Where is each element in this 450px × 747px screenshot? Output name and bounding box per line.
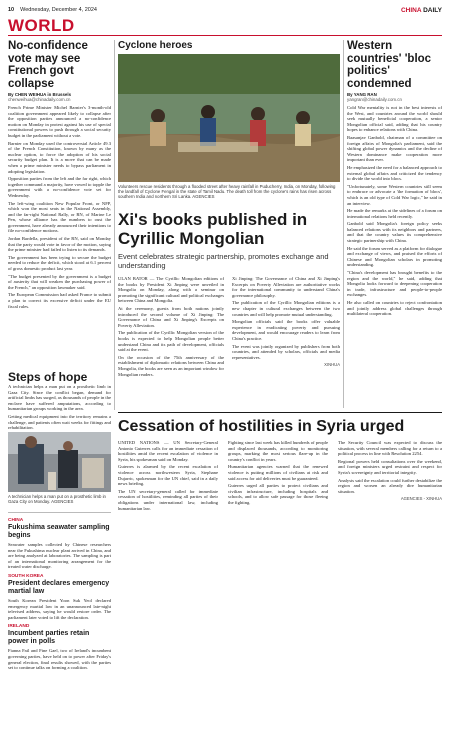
brief-text: Fianna Fail and Fine Gael, two of Ireland's incumbent governing parties, have held on to power after Friday's general election, final results showed, with the parties set to continue talks on forming a coalition. [8, 648, 111, 671]
western-byline-wrap [347, 92, 442, 102]
body-paragraph: Getting medical equipment into the territory remains a challenge, and patients often wait weeks for fittings and rehabilitation. [8, 413, 111, 430]
publication-logo [401, 7, 442, 14]
france-headline: No-confidence vote may see French govt collapse [8, 40, 88, 90]
body-paragraph: The government has been trying to secure the budget needed to reduce the deficit, which stood at 6.1 percent of gross domestic product last year. [8, 254, 111, 272]
brief-headline: Fukushima seawater sampling begins [8, 524, 110, 539]
syria-headline: Cessation of hostilities in Syria urged [118, 418, 405, 435]
mongolia-body-left [118, 276, 224, 404]
body-paragraph: The Security Council was expected to discuss the situation, with several members calling for a return to a political process in line with Resolution 2254. [338, 440, 442, 457]
briefs-rule [8, 512, 111, 513]
cyclone-photo-image [118, 54, 340, 182]
prosthetic-photo-image [8, 432, 111, 492]
logo-china: CHINA [400, 6, 422, 14]
body-paragraph: ULAN BATOR — The Cyrillic Mongolian editions of the books by President Xi Jinping were unveiled in Mongolia on Monday, along with a seminar on promoting the significant cultural and political exchanges between China and Mongolia. [118, 276, 224, 304]
steps-heading: Steps of hope [8, 370, 88, 384]
body-paragraph: Baasanjav Ganbold, chairman of a committee on foreign affairs of Mongolia's parliament, said the shifting global power dynamics and the decline of Western dominance make cooperation more important than ever. [347, 134, 442, 163]
section-rule [8, 35, 442, 36]
body-paragraph: The UN secretary-general called for immediate cessation of hostilities, reminding all parties of their obligations under international law, including humanitarian law. [118, 488, 218, 511]
body-paragraph: French Prime Minister Michel Barnier's 3-month-old coalition government appeared likely to collapse after the opposition parties announced a no-confidence motion on Monday in protest against his use of special constitutional powers to push through a social security budget in the parliament without a vote. [8, 105, 111, 138]
mongolia-right-text [232, 276, 340, 360]
steps-body [8, 384, 111, 430]
page-header [8, 4, 442, 16]
body-paragraph: Barnier on Monday used the controversial Article 49.3 of the French Constitution, known by many as the nuclear option, to force the adoption of his social security budget plan. It is a move that can be made when a prime minister needs to bypass parliament in adopting legislation. [8, 140, 111, 174]
brief-location: SOUTH KOREA [8, 573, 44, 579]
column-divider-left [114, 40, 115, 410]
prosthetic-photo [8, 432, 111, 492]
western-email[interactable]: yangran@chinadaily.com.cn [347, 97, 402, 102]
syria-col-1 [118, 440, 218, 742]
body-paragraph: He made the remarks at the sidelines of a forum on international relations held recently. [347, 208, 442, 219]
brief-text: South Korean President Yoon Suk Yeol declared emergency martial law in an unannounced late-night televised address, saying he would restore order. The parliament later voted to lift the declaration. [8, 597, 111, 620]
body-paragraph: The European Commission had asked France to submit a plan to correct its excessive deficit under the EU fiscal rules. [8, 292, 111, 309]
western-body [347, 105, 442, 317]
brief-location: IRELAND [8, 624, 30, 630]
body-paragraph: "Unfortunately, some Western countries still seem to embrace or advocate a 'the formation of blocs', which is an old type of Cold War logic," he said in an interview. [347, 183, 442, 206]
syria-signature: AGENCIES - XINHUA [400, 496, 442, 502]
body-paragraph: Xi Jinping: The Governance of China and Xi Jinping's Excerpts on Poverty Alleviation are authoritative works for the international community to understand China's governance philosophy. [232, 276, 340, 298]
mongolia-deck: Event celebrates strategic partnership, promotes exchange and understanding [118, 252, 329, 270]
body-paragraph: The publication of the Cyrillic Mongolian version of the books is expected to help Mongolian people better understand China and its path of development, officials said at the event. [118, 330, 224, 353]
prosthetic-caption: A technician helps a man put on a prosthetic limb in Gaza City on Monday. AGENCIES [8, 494, 106, 505]
cyclone-caption: Volunteers rescue residents through a flooded street after heavy rainfall in Puducherry, India, on Monday, following the landfall of Cyclone Fengal in the state of Tamil Nadu. The death toll from the cyclone's rains has risen across southern India and northern Sri Lanka. AGENCIES [118, 184, 336, 200]
cyclone-photo [118, 54, 340, 182]
body-paragraph: He said the forum served as a platform for dialogue and exchange of views, and praised the efforts of Chinese and Mongolian scholars in promoting understanding. [347, 245, 442, 268]
body-paragraph: Humanitarian agencies warned that the renewed violence is putting millions of civilians at risk and said access for aid deliveries must be guaranteed. [228, 464, 328, 481]
body-paragraph: On the occasion of the 75th anniversary of the establishment of diplomatic relations between China and Mongolia, the books are seen as an important window for Mongolian readers. [118, 354, 224, 377]
syria-col-3-text [338, 440, 442, 494]
body-paragraph: Fighting since last week has killed hundreds of people and displaced thousands, according to monitoring groups, marking the most serious flare-up in the country's conflict in years. [228, 440, 328, 462]
syria-col-2 [228, 440, 328, 742]
body-paragraph: Jordan Bardella, president of the RN, said on Monday that the party would vote in favor of the motion, saying the prime minister had failed to listen to its demands. [8, 236, 111, 253]
body-paragraph: Regional powers held consultations over the weekend, and foreign ministers urged restraint and respect for Syria's sovereignty and territorial integrity. [338, 458, 442, 475]
france-email[interactable]: chenweihua@chinadaily.com.cn [8, 97, 71, 102]
body-paragraph: A technician helps a man put on a prosthetic limb in Gaza City. Since the conflict began, demand for artificial limbs has surged, as thousands of people in the enclave have suffered amputations, according to humanitarian groups working in the area. [8, 384, 111, 412]
france-byline-wrap [8, 92, 111, 102]
body-paragraph: Guterres urged all parties to protect civilians and civilian infrastructure, including hospitals and schools, and to allow safe passage for those fleeing the fighting. [228, 483, 328, 505]
syria-col-3 [338, 440, 442, 742]
brief-text: Seawater samples collected by Chinese researchers near the Fukushima nuclear plant arrived in China, and are being analyzed at laboratories. The sampling is part of an international monitoring arrangement for the treated water discharge. [8, 542, 111, 570]
body-paragraph: Guterres is alarmed by the recent escalation of violence across northwestern Syria, Stephane Dujarric, spokesman for the UN chief, said in a daily news briefing. [118, 464, 218, 487]
syria-rule [118, 412, 442, 413]
body-paragraph: The left-wing coalition New Popular Front, or NFP, which won the most seats in the National Assembly, and the far-right National Rally, or RN, of Marine Le Pen, whose alliance has the numbers to oust the government, have already announced their intentions to file no-confidence motions. [8, 200, 111, 234]
body-paragraph: "The budget presented by the government is a budget of austerity that will weaken the purchasing power of the French," an opposition lawmaker said. [8, 273, 111, 290]
body-paragraph: Analysts said the escalation could further destabilize the region and worsen an already dire humanitarian situation. [338, 477, 442, 494]
section-title: WORLD [8, 16, 75, 35]
logo-daily: DAILY [421, 6, 442, 14]
body-paragraph: UNITED NATIONS — UN Secretary-General Antonio Guterres calls for an immediate cessation of hostilities amid the recent escalation of violence in Syria, his spokesman said on Monday. [118, 440, 218, 462]
body-paragraph: Ganbold said Mongolia's foreign policy seeks balanced relations with its neighbors and partners, and that the country values its comprehensive strategic partnership with China. [347, 221, 442, 244]
france-article [8, 40, 111, 370]
body-paragraph: He emphasized the need for a balanced approach to external global affairs and criticized the tendency to divide the world into blocs. [347, 164, 442, 182]
steps-article [8, 370, 111, 430]
brief-headline: Incumbent parties retain power in polls [8, 630, 90, 646]
western-headline: Western countries' 'bloc politics' condemned [347, 40, 432, 90]
france-byline: By CHEN WEIHUA in Brussels [8, 92, 72, 97]
body-paragraph: Mongolian officials said the books offer valuable experience in eradicating poverty and pursuing development, and would encourage readers to learn from China's practice. [232, 319, 340, 341]
mongolia-signature: XINHUA [324, 362, 340, 368]
western-article [347, 40, 442, 408]
body-paragraph: "China's development has brought benefits to the region and the world," he said, adding that Mongolia looks forward to deepening cooperation in trade, infrastructure and people-to-people exchanges. [347, 270, 442, 298]
mongolia-headline: Xi's books published in Cyrillic Mongolian [118, 210, 308, 248]
western-byline: By YANG RAN [347, 92, 377, 97]
page-number: 10 [8, 7, 15, 13]
publication-date: Wednesday, December 4, 2024 [20, 7, 97, 13]
mongolia-body-right [232, 276, 340, 404]
body-paragraph: The event was jointly organized by publishers from both countries, and attended by scholars, officials and media representatives. [232, 343, 340, 360]
body-paragraph: The publication of the Cyrillic Mongolian editions is a new chapter in cultural exchanges between the two countries and will help promote mutual understanding. [232, 300, 340, 317]
briefs-column [8, 514, 111, 742]
body-paragraph: Cold War mentality is not in the best interests of the West, and countries around the world should seek mutually beneficial cooperation, a senior Mongolian official said, adding that his country hopes to enhance relations with China. [347, 105, 442, 133]
body-paragraph: He also called on countries to reject confrontation and jointly address global challenges through multilateral cooperation. [347, 300, 442, 317]
body-paragraph: Opposition parties from the left and the far right, which together command a majority, have vowed to topple the government with a no-confidence vote set for Wednesday. [8, 176, 111, 198]
cyclone-heading: Cyclone heroes [118, 40, 193, 51]
brief-headline: President declares emergency martial law [8, 579, 110, 595]
body-paragraph: At the ceremony, guests from both nations jointly introduced the second volume of Xi Jinping: The Governance of China and Xi Jinping's Excerpts on Poverty Alleviation. [118, 305, 224, 328]
brief-location: CHINA [8, 518, 24, 523]
column-divider-right [343, 40, 344, 408]
france-body [8, 105, 111, 309]
